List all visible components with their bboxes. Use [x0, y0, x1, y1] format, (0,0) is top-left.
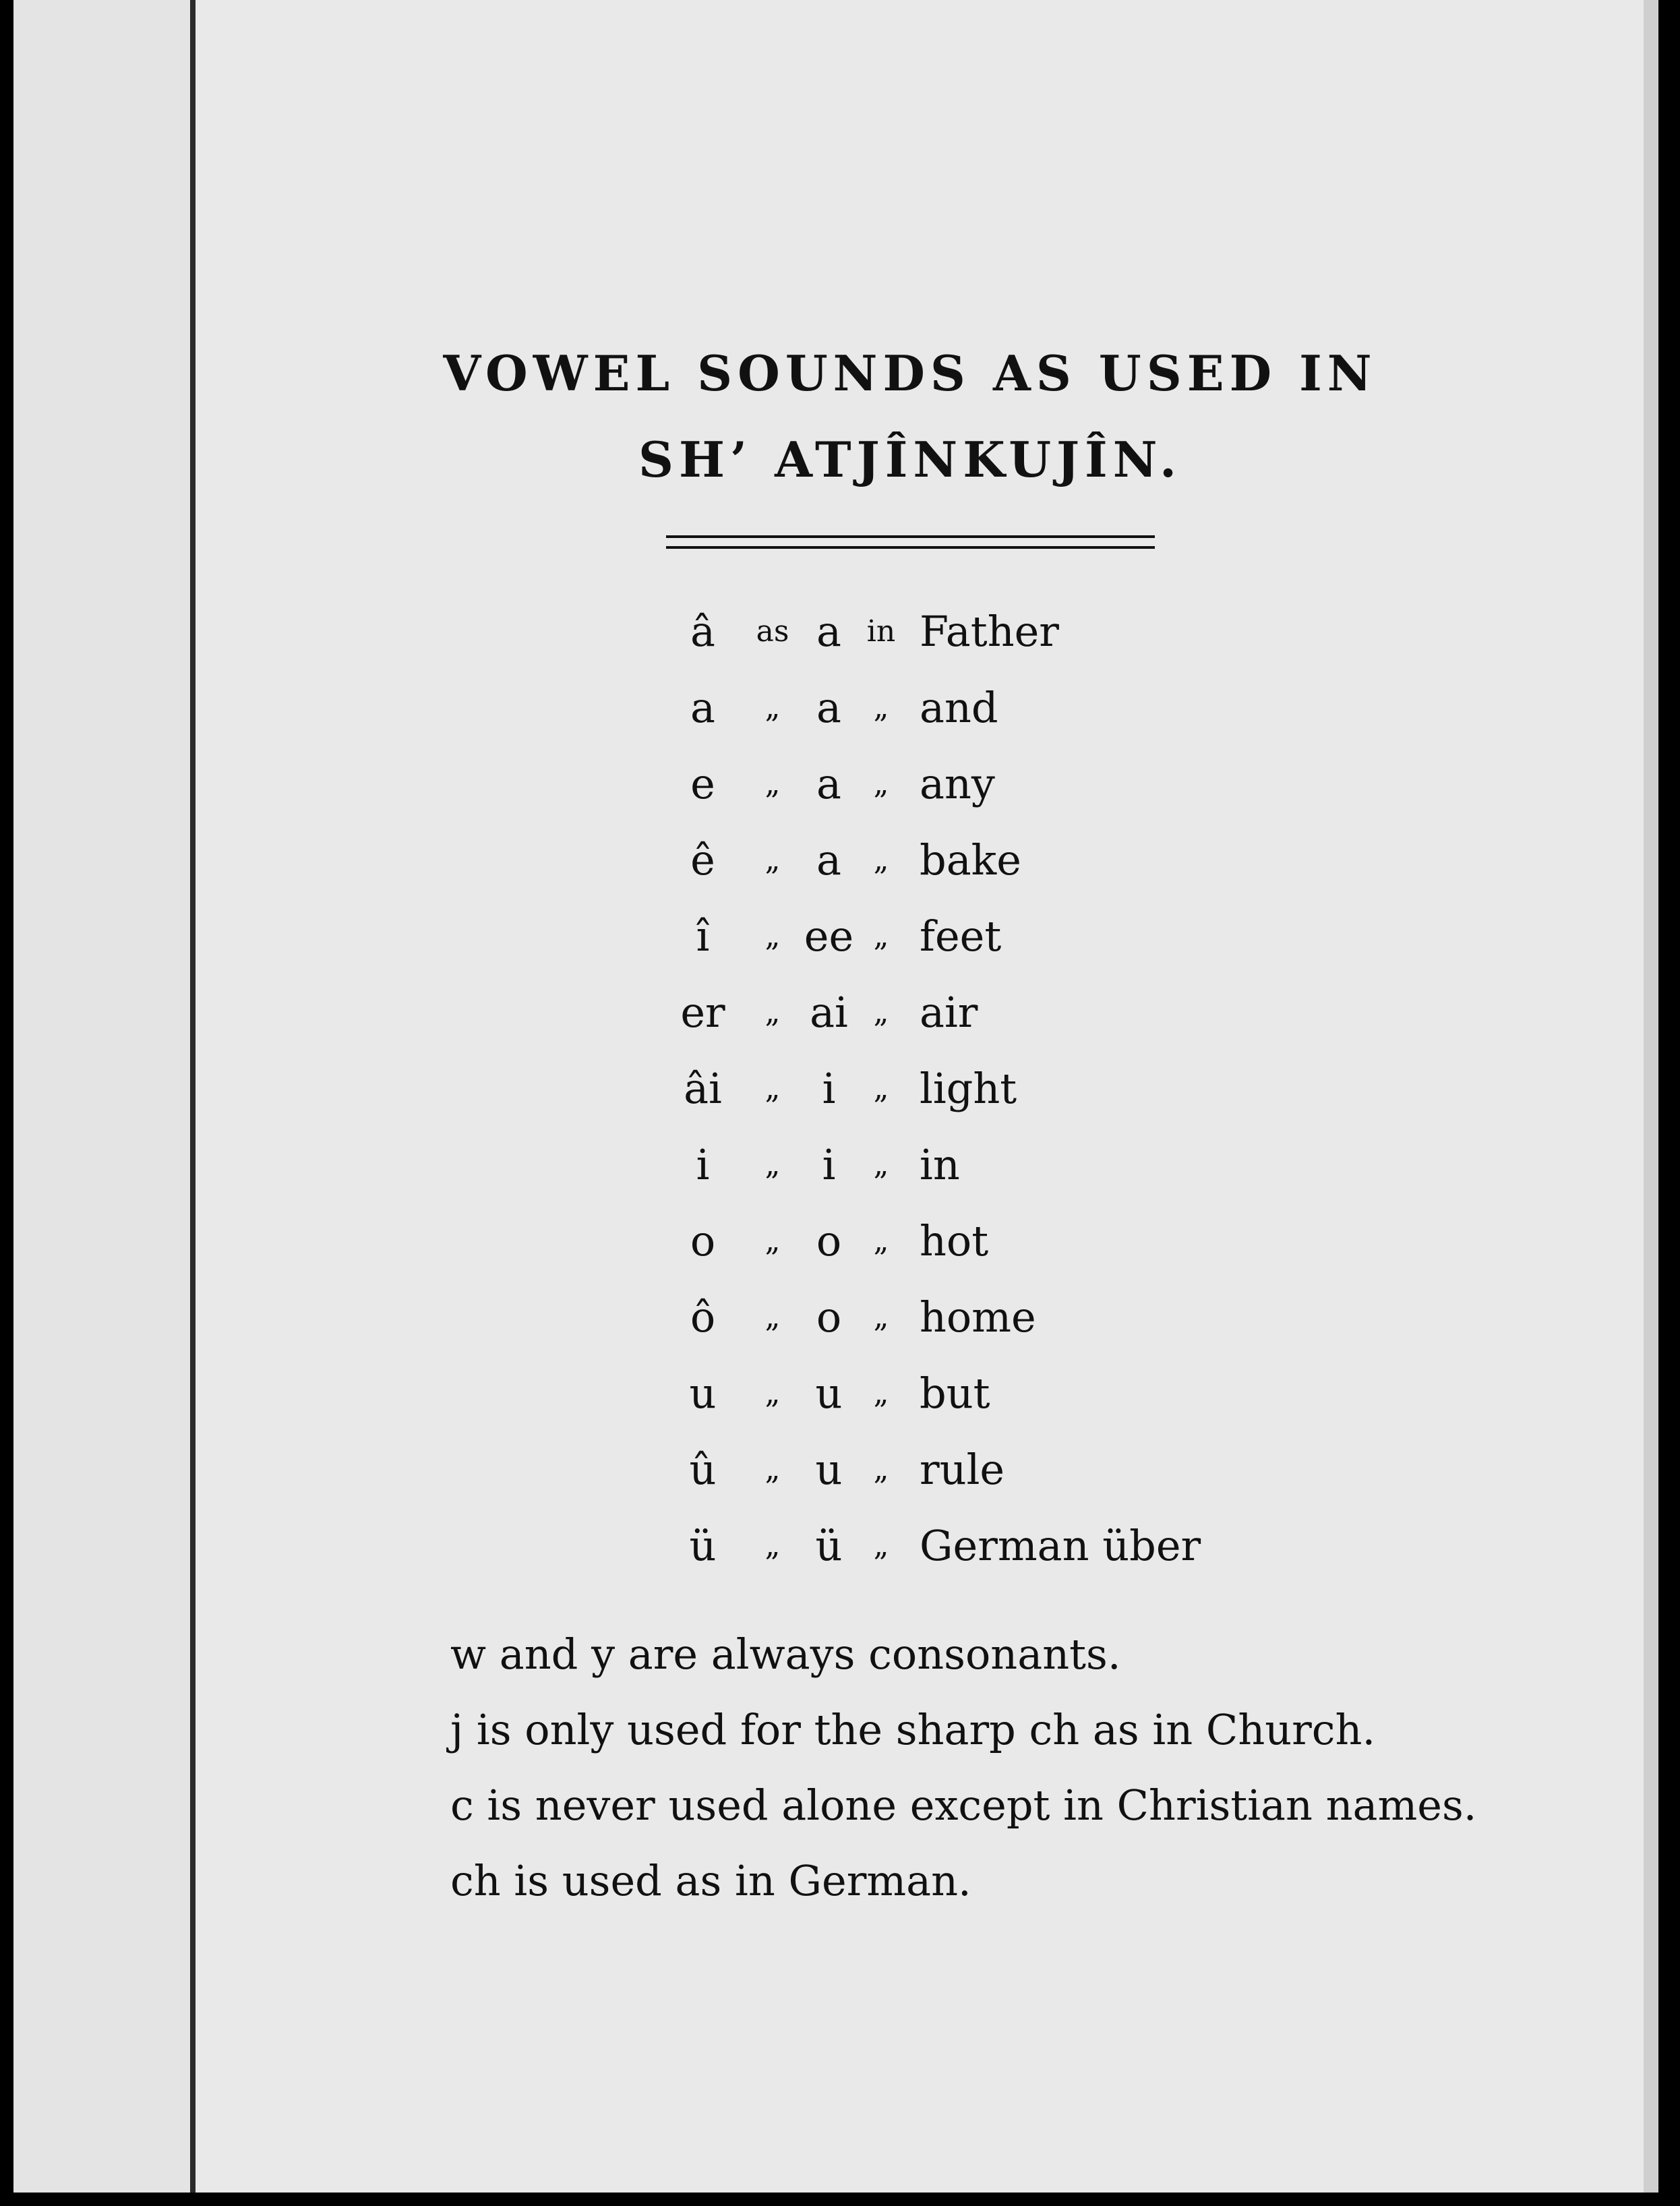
vowel-sounds-table [661, 593, 1201, 1584]
page-gutter-line [190, 0, 196, 2193]
facing-page-edge [13, 0, 190, 2193]
ditto-mark: „ [764, 1300, 781, 1334]
note-line: w and y are always consonants. [450, 1630, 1121, 1679]
ditto-mark: „ [764, 690, 781, 725]
table-row [661, 1508, 1201, 1584]
table-row [661, 898, 1201, 974]
example-word: hot [920, 1216, 989, 1265]
english-sound: ü [815, 1521, 843, 1570]
ditto-mark: „ [764, 1224, 781, 1258]
example-word: air [920, 988, 978, 1037]
english-sound: o [816, 1292, 842, 1342]
table-row [661, 1050, 1201, 1127]
english-sound: ee [804, 912, 854, 961]
english-sound: a [816, 683, 841, 732]
table-row [661, 1279, 1201, 1355]
ditto-mark: „ [764, 1528, 781, 1563]
ditto-mark: „ [873, 1452, 889, 1487]
example-word: Father [920, 607, 1059, 656]
english-sound: i [822, 1064, 836, 1113]
ditto-mark: „ [873, 767, 889, 801]
table-row [661, 669, 1201, 746]
ditto-mark: „ [873, 1224, 889, 1258]
example-word: home [920, 1292, 1036, 1342]
example-word: in [920, 1140, 960, 1189]
example-word: and [920, 683, 998, 732]
ditto-mark: „ [764, 995, 781, 1030]
example-word: any [920, 759, 995, 808]
english-sound: a [816, 607, 841, 656]
vowel-symbol: ê [690, 835, 715, 885]
ditto-mark: „ [764, 919, 781, 953]
english-sound: a [816, 835, 841, 885]
example-word: bake [920, 835, 1021, 885]
table-row [661, 1127, 1201, 1203]
english-sound: u [815, 1445, 843, 1494]
vowel-symbol: o [690, 1216, 716, 1265]
in-word: in [866, 614, 896, 649]
table-row [661, 746, 1201, 822]
english-sound: ai [810, 988, 848, 1037]
example-word: German über [920, 1521, 1201, 1570]
example-word: feet [920, 912, 1002, 961]
english-sound: u [815, 1369, 843, 1418]
ditto-mark: „ [873, 1147, 889, 1182]
vowel-symbol: er [680, 988, 725, 1037]
example-word: rule [920, 1445, 1005, 1494]
ditto-mark: „ [764, 843, 781, 877]
ditto-mark: „ [873, 690, 889, 725]
vowel-symbol: ü [689, 1521, 717, 1570]
ditto-mark: „ [873, 1376, 889, 1410]
table-row [661, 822, 1201, 898]
ditto-mark: „ [764, 1376, 781, 1410]
english-sound: o [816, 1216, 842, 1265]
ditto-mark: „ [873, 1528, 889, 1563]
book-page [13, 0, 1658, 2193]
vowel-symbol: âi [684, 1064, 722, 1113]
vowel-symbol: a [690, 683, 715, 732]
double-rule-top [666, 535, 1155, 538]
ditto-mark: „ [873, 1071, 889, 1106]
heading-line-2: SH’ ATJÎNKUJÎN. [638, 431, 1182, 488]
ditto-mark: „ [764, 1147, 781, 1182]
vowel-symbol: u [689, 1369, 717, 1418]
vowel-symbol: î [696, 912, 710, 961]
ditto-mark: „ [873, 919, 889, 953]
english-sound: i [822, 1140, 836, 1189]
note-line: c is never used alone except in Christian names. [450, 1781, 1477, 1830]
table-row [661, 593, 1201, 669]
note-line: j is only used for the sharp ch as in Church. [450, 1705, 1376, 1754]
ditto-mark: „ [764, 1452, 781, 1487]
vowel-symbol: i [696, 1140, 710, 1189]
vowel-symbol: e [690, 759, 715, 808]
table-row [661, 974, 1201, 1050]
table-row [661, 1431, 1201, 1508]
heading-line-1: VOWEL SOUNDS AS USED IN [443, 345, 1377, 402]
example-word: but [920, 1369, 990, 1418]
as-word: as [756, 614, 789, 649]
double-rule-bottom [666, 546, 1155, 549]
ditto-mark: „ [873, 843, 889, 877]
vowel-symbol: â [690, 607, 715, 656]
ditto-mark: „ [873, 1300, 889, 1334]
table-row [661, 1203, 1201, 1279]
ditto-mark: „ [764, 1071, 781, 1106]
vowel-symbol: ô [690, 1292, 716, 1342]
note-line: ch is used as in German. [450, 1856, 971, 1905]
vowel-symbol: û [689, 1445, 717, 1494]
consonant-notes [450, 1617, 1502, 1919]
page-right-edge [1644, 0, 1658, 2193]
example-word: light [920, 1064, 1017, 1113]
ditto-mark: „ [764, 767, 781, 801]
table-row [661, 1355, 1201, 1431]
english-sound: a [816, 759, 841, 808]
ditto-mark: „ [873, 995, 889, 1030]
